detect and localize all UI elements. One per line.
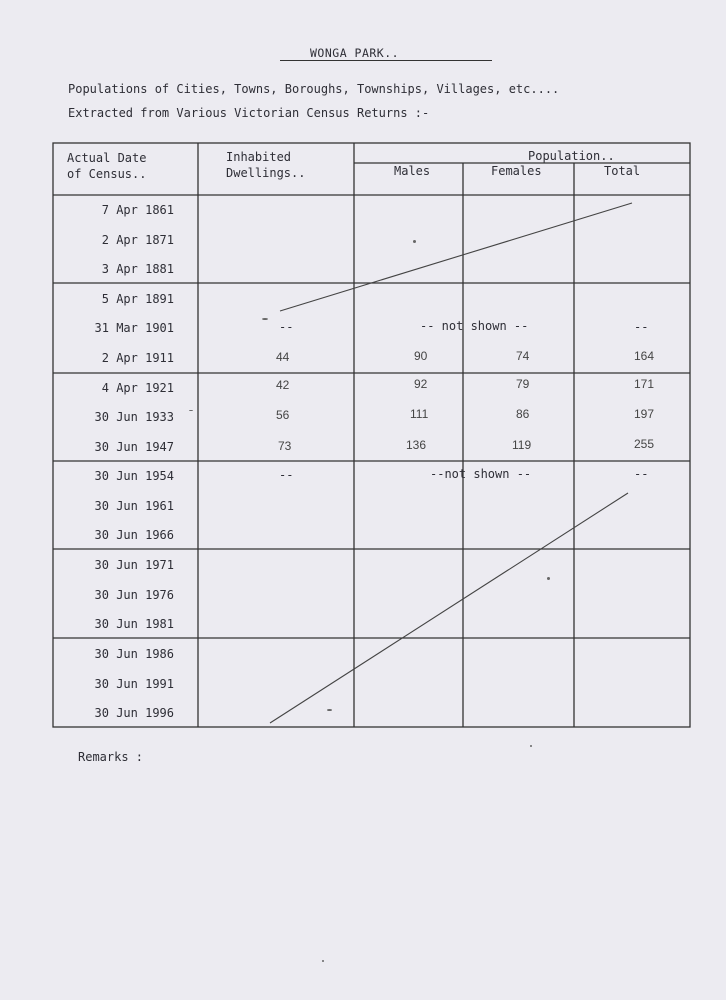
header-females: Females [491, 164, 542, 178]
census-date: 30 Jun 1986 [94, 647, 174, 661]
females-value: 86 [516, 407, 530, 421]
total-value: 164 [634, 349, 655, 363]
scan-speck [262, 318, 268, 320]
intro-line-1: Populations of Cities, Towns, Boroughs, Townships, Villages, etc.... [68, 82, 560, 96]
scan-speck [413, 240, 416, 243]
header-population: Population.. [528, 149, 615, 163]
not-shown-note: -- not shown -- [420, 319, 529, 333]
census-date: 7 Apr 1861 [101, 203, 174, 217]
census-date: 30 Jun 1981 [94, 617, 174, 631]
females-value: 79 [516, 377, 530, 391]
census-date: 2 Apr 1911 [101, 351, 174, 365]
census-date: 5 Apr 1891 [101, 292, 174, 306]
scan-speck [327, 709, 332, 711]
males-value: 92 [414, 377, 428, 391]
census-date: 30 Jun 1966 [94, 528, 174, 542]
total-value: 197 [634, 407, 655, 421]
not-shown-note: --not shown -- [430, 467, 532, 481]
scan-speck [547, 577, 550, 580]
scan-speck [322, 960, 324, 962]
dwellings-value: -- [279, 320, 294, 334]
header-actual-date: Actual Date of Census.. [67, 151, 147, 181]
census-date: 3 Apr 1881 [101, 262, 174, 276]
census-date: 30 Jun 1971 [94, 558, 174, 572]
census-date: 30 Jun 1954 [94, 469, 174, 483]
dwellings-value: 42 [276, 378, 290, 392]
dwellings-value: 73 [278, 439, 292, 453]
header-males: Males [394, 164, 431, 178]
census-date: 30 Jun 1961 [94, 499, 174, 513]
census-date: 2 Apr 1871 [101, 233, 174, 247]
dwellings-value: 44 [276, 350, 290, 364]
header-inhabited-dwellings: Inhabited Dwellings.. [226, 150, 306, 180]
total-value: -- [634, 467, 649, 481]
page-title: WONGA PARK.. [310, 46, 400, 60]
census-date: 31 Mar 1901 [94, 321, 174, 335]
dwellings-value: -- [279, 468, 294, 482]
scan-speck [189, 410, 193, 411]
total-value: 171 [634, 377, 655, 391]
males-value: 111 [410, 407, 429, 421]
females-value: 119 [512, 438, 532, 452]
females-value: 74 [516, 349, 530, 363]
census-date: 30 Jun 1976 [94, 588, 174, 602]
census-date: 30 Jun 1947 [94, 440, 174, 454]
strike-line-upper [280, 203, 632, 311]
total-value: 255 [634, 437, 655, 451]
remarks-label: Remarks : [78, 750, 144, 764]
males-value: 90 [414, 349, 428, 363]
census-date: 30 Jun 1933 [94, 410, 174, 424]
census-date: 30 Jun 1996 [94, 706, 174, 720]
total-value: -- [634, 320, 649, 334]
header-total: Total [604, 164, 641, 178]
intro-line-2: Extracted from Various Victorian Census Returns :- [68, 106, 430, 120]
dwellings-value: 56 [276, 408, 290, 422]
census-date: 4 Apr 1921 [101, 381, 174, 395]
scan-speck [530, 745, 532, 747]
census-date: 30 Jun 1991 [94, 677, 174, 691]
males-value: 136 [406, 438, 427, 452]
